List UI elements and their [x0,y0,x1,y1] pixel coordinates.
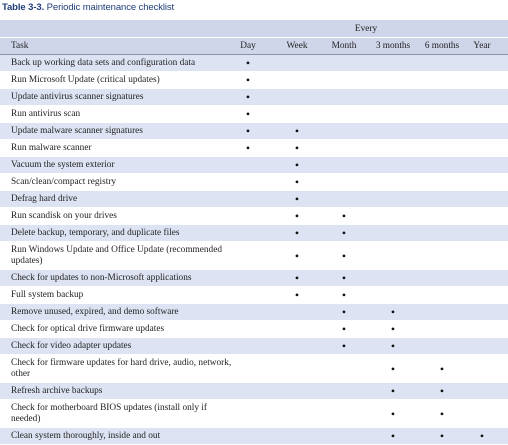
task-cell: Remove unused, expired, and demo software [11,306,179,317]
task-cell: Vacuum the system exterior [11,159,115,170]
column-header-3-months: 3 months [375,41,411,51]
column-header-month: Month [331,41,357,51]
frequency-mark [277,140,317,156]
task-cell: Run scandisk on your drives [11,210,117,221]
table-row [0,106,508,123]
frequency-mark [467,428,497,444]
header-columns-row [0,38,508,55]
frequency-mark [323,208,365,224]
bullet-mark: • [341,322,347,336]
task-cell: Check for optical drive firmware updates [11,323,165,334]
frequency-mark [323,225,365,241]
bullet-mark: • [341,248,347,263]
table-row [0,383,508,400]
bullet-mark: • [439,429,445,443]
task-cell: Check for motherboard BIOS updates (install only if needed) [11,403,207,424]
column-header-day: Day [240,41,256,51]
column-header-year: Year [473,41,491,51]
bullet-mark: • [390,361,396,376]
bullet-mark: • [341,209,347,223]
frequency-mark [228,106,268,122]
task-cell: Check for updates to non-Microsoft applications [11,272,192,283]
task-cell: Scan/clean/compact registry [11,176,117,187]
bullet-mark: • [294,175,300,189]
bullet-mark: • [294,248,300,263]
task-cell: Run Microsoft Update (critical updates) [11,74,160,85]
frequency-mark [323,304,365,320]
frequency-mark [370,304,416,320]
frequency-mark [228,123,268,139]
table-row [0,157,508,174]
table-row [0,400,508,428]
frequency-mark [419,355,465,382]
bullet-mark: • [245,124,251,138]
frequency-mark [277,242,317,269]
frequency-mark [370,338,416,354]
bullet-mark: • [294,226,300,240]
bullet-mark: • [294,271,300,285]
bullet-mark: • [390,305,396,319]
bullet-mark: • [245,107,251,121]
frequency-mark [370,428,416,444]
table-number: Table 3-3. [2,2,45,13]
table-row [0,242,508,270]
bullet-mark: • [294,141,300,155]
frequency-mark [370,383,416,399]
frequency-mark [277,123,317,139]
column-header-week: Week [286,41,308,51]
table-row [0,123,508,140]
bullet-mark: • [245,141,251,155]
table-row [0,321,508,338]
frequency-mark [277,157,317,173]
frequency-mark [228,89,268,105]
bullet-mark: • [341,271,347,285]
table-row [0,225,508,242]
task-cell: Update antivirus scanner signatures [11,91,144,102]
bullet-mark: • [390,322,396,336]
frequency-mark [277,270,317,286]
task-cell: Refresh archive backups [11,385,103,396]
table-row [0,72,508,89]
table-caption [2,2,174,16]
bullet-mark: • [390,429,396,443]
task-cell: Delete backup, temporary, and duplicate files [11,227,180,238]
bullet-mark: • [390,384,396,398]
bullet-mark: • [439,406,445,421]
frequency-mark [277,287,317,303]
table-row [0,287,508,304]
every-group-header: Every [354,23,378,34]
bullet-mark: • [439,361,445,376]
bullet-mark: • [294,192,300,206]
bullet-mark: • [294,158,300,172]
table-title: Periodic maintenance checklist [46,2,175,13]
table-row [0,191,508,208]
table-body [0,55,508,445]
frequency-mark [323,338,365,354]
task-column-header: Task [11,40,29,51]
bullet-mark: • [390,339,396,353]
frequency-mark [228,55,268,71]
table-row [0,355,508,383]
task-cell: Clean system thoroughly, inside and out [11,430,161,441]
table-row [0,55,508,72]
bullet-mark: • [439,384,445,398]
bullet-mark: • [341,226,347,240]
frequency-mark [323,321,365,337]
table-row [0,140,508,157]
frequency-mark [323,242,365,269]
bullet-mark: • [294,124,300,138]
table-row [0,304,508,321]
bullet-mark: • [245,56,251,70]
task-cell: Back up working data sets and configuration data [11,57,196,68]
frequency-mark [323,287,365,303]
table-row [0,89,508,106]
bullet-mark: • [341,339,347,353]
bullet-mark: • [390,406,396,421]
frequency-mark [228,72,268,88]
bullet-mark: • [245,90,251,104]
frequency-mark [277,208,317,224]
task-cell: Run Windows Update and Office Update (recommended updates) [11,245,222,266]
frequency-mark [419,428,465,444]
bullet-mark: • [341,305,347,319]
frequency-mark [370,400,416,427]
bullet-mark: • [479,429,485,443]
table-row [0,270,508,287]
bullet-mark: • [294,209,300,223]
frequency-mark [277,191,317,207]
task-cell: Check for firmware updates for hard drive, audio, network, other [11,358,232,379]
frequency-mark [370,355,416,382]
task-cell: Full system backup [11,289,84,300]
frequency-mark [419,400,465,427]
task-cell: Run malware scanner [11,142,92,153]
column-header-6-months: 6 months [424,41,460,51]
bullet-mark: • [245,73,251,87]
task-cell: Defrag hard drive [11,193,78,204]
table-row [0,208,508,225]
table-row [0,174,508,191]
maintenance-table [0,20,508,445]
frequency-mark [419,383,465,399]
frequency-mark [370,321,416,337]
task-cell: Update malware scanner signatures [11,125,143,136]
frequency-mark [323,270,365,286]
task-cell: Check for video adapter updates [11,340,132,351]
task-cell: Run antivirus scan [11,108,81,119]
bullet-mark: • [294,288,300,302]
header-group-row [0,20,508,38]
frequency-mark [277,174,317,190]
frequency-mark [277,225,317,241]
table-row [0,338,508,355]
frequency-mark [228,140,268,156]
table-row [0,428,508,445]
bullet-mark: • [341,288,347,302]
